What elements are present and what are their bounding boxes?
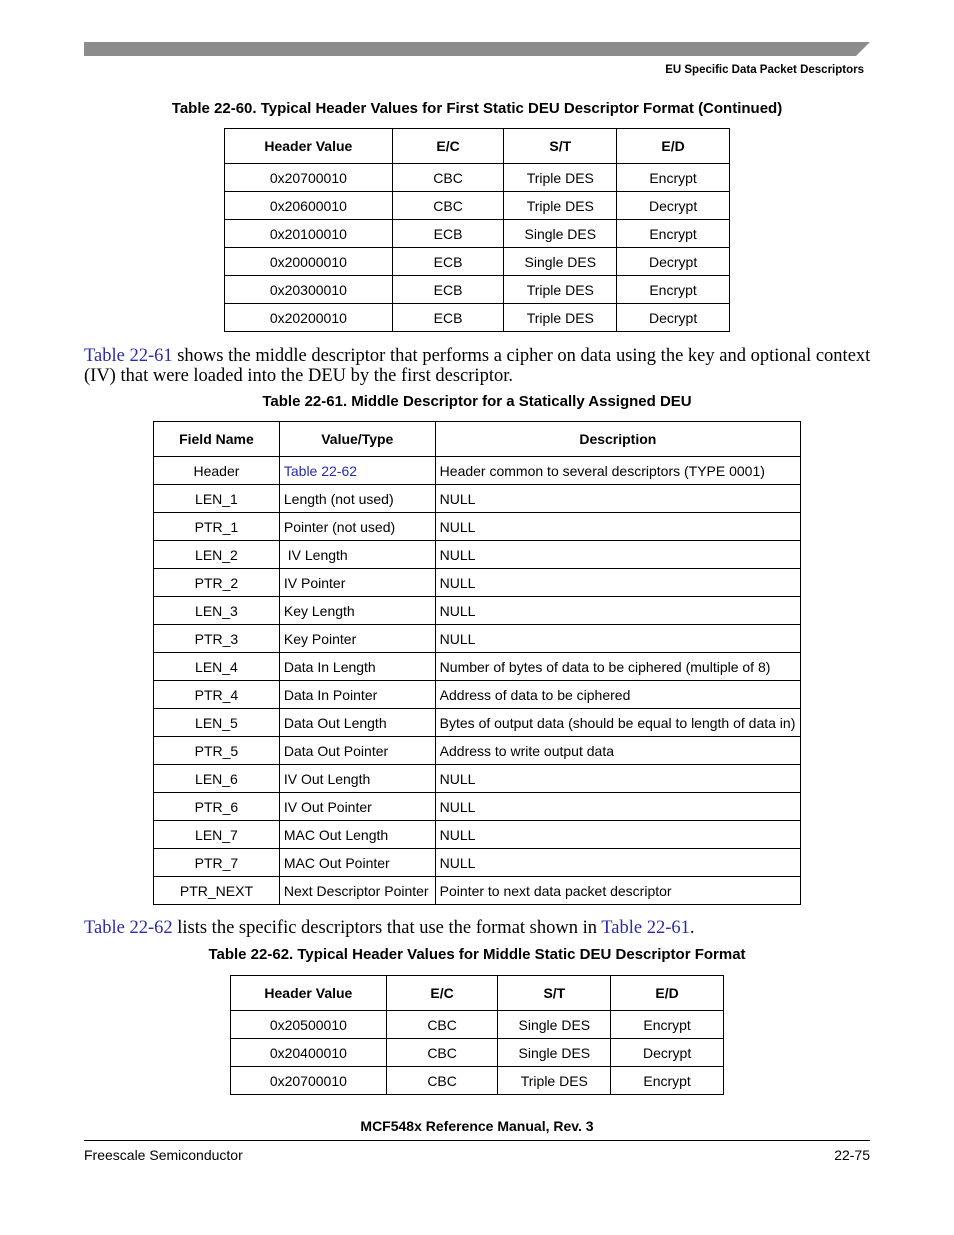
table62-header: Header Value: [231, 976, 387, 1011]
table-cell: 0x20100010: [225, 220, 393, 248]
description-cell: NULL: [435, 849, 800, 877]
description-cell: Bytes of output data (should be equal to length of data in): [435, 709, 800, 737]
table-row: [231, 1039, 724, 1067]
table-row: [225, 276, 730, 304]
table-row: [154, 765, 801, 793]
description-cell: NULL: [435, 597, 800, 625]
field-name-cell: PTR_2: [154, 569, 280, 597]
paragraph-1: [84, 346, 874, 386]
table-row: [154, 625, 801, 653]
table-cell: 0x20300010: [225, 276, 393, 304]
table-cell: 0x20700010: [225, 164, 393, 192]
table-row: [154, 569, 801, 597]
field-name-cell: LEN_3: [154, 597, 280, 625]
table60-caption: Table 22-60. Typical Header Values for First Static DEU Descriptor Format (Continued): [171, 100, 783, 117]
table-row: [225, 220, 730, 248]
page-number: 22-75: [834, 1147, 870, 1163]
table-row: [154, 485, 801, 513]
table-row: [231, 1067, 724, 1095]
table-cell: Encrypt: [617, 164, 730, 192]
field-name-cell: LEN_6: [154, 765, 280, 793]
description-cell: Address to write output data: [435, 737, 800, 765]
table-cell: Encrypt: [617, 220, 730, 248]
table61-header: Field Name: [154, 422, 280, 457]
description-cell: NULL: [435, 793, 800, 821]
table62-header: S/T: [498, 976, 611, 1011]
running-header: EU Specific Data Packet Descriptors: [665, 64, 864, 76]
field-name-cell: LEN_1: [154, 485, 280, 513]
value-type-cell: MAC Out Length: [279, 821, 435, 849]
table-cell: Decrypt: [617, 192, 730, 220]
table61-caption: Table 22-61. Middle Descriptor for a Statically Assigned DEU: [262, 393, 692, 410]
table62-header-row: [231, 976, 724, 1011]
description-cell: NULL: [435, 569, 800, 597]
table61-header: Value/Type: [279, 422, 435, 457]
value-type-cell: Key Length: [279, 597, 435, 625]
field-name-cell: PTR_7: [154, 849, 280, 877]
table62-header: E/D: [611, 976, 724, 1011]
description-cell: NULL: [435, 765, 800, 793]
table-cell: Triple DES: [504, 276, 617, 304]
value-type-cell: Data In Length: [279, 653, 435, 681]
paragraph-2: [84, 918, 874, 938]
value-type-cell: Key Pointer: [279, 625, 435, 653]
field-name-cell: LEN_5: [154, 709, 280, 737]
value-type-cell: IV Length: [279, 541, 435, 569]
field-name-cell: PTR_5: [154, 737, 280, 765]
table-cell: Decrypt: [611, 1039, 724, 1067]
value-type-cell: Data Out Pointer: [279, 737, 435, 765]
value-type-cell: Pointer (not used): [279, 513, 435, 541]
table-row: [225, 192, 730, 220]
field-name-cell: PTR_NEXT: [154, 877, 280, 905]
table-row: [154, 541, 801, 569]
value-type-cell: Data Out Length: [279, 709, 435, 737]
table60-header: S/T: [504, 129, 617, 164]
description-cell: NULL: [435, 485, 800, 513]
table-cell: Single DES: [498, 1011, 611, 1039]
description-cell: NULL: [435, 821, 800, 849]
table60-header: E/D: [617, 129, 730, 164]
table-cell: Triple DES: [504, 304, 617, 332]
header-decorative-bar: [84, 42, 870, 56]
field-name-cell: LEN_2: [154, 541, 280, 569]
table-22-62-link[interactable]: Table 22-62: [84, 918, 173, 938]
table-cell: ECB: [392, 276, 504, 304]
table-cell: 0x20600010: [225, 192, 393, 220]
field-name-cell: LEN_4: [154, 653, 280, 681]
description-cell: Address of data to be ciphered: [435, 681, 800, 709]
table62-header: E/C: [386, 976, 498, 1011]
table-22-61-link[interactable]: Table 22-61: [601, 918, 690, 938]
table-cell: Encrypt: [611, 1067, 724, 1095]
table-cell: Triple DES: [498, 1067, 611, 1095]
value-type-cell: Length (not used): [279, 485, 435, 513]
table-cell: 0x20200010: [225, 304, 393, 332]
field-name-cell: PTR_1: [154, 513, 280, 541]
table-row: [225, 304, 730, 332]
value-type-cell: IV Out Pointer: [279, 793, 435, 821]
paragraph-2-text: lists the specific descriptors that use the format shown in: [172, 918, 602, 938]
description-cell: Header common to several descriptors (TYPE 0001): [435, 457, 800, 485]
field-name-cell: PTR_4: [154, 681, 280, 709]
table62-caption: Table 22-62. Typical Header Values for Middle Static DEU Descriptor Format: [208, 946, 746, 963]
table60-header: E/C: [392, 129, 504, 164]
table61-header: Description: [435, 422, 800, 457]
table-row: [154, 513, 801, 541]
value-type-cell: MAC Out Pointer: [279, 849, 435, 877]
table-row: [154, 737, 801, 765]
field-name-cell: Header: [154, 457, 280, 485]
value-type-cell: Data In Pointer: [279, 681, 435, 709]
table-cell: 0x20000010: [225, 248, 393, 276]
table-cell: CBC: [386, 1067, 498, 1095]
table-cell: 0x20400010: [231, 1039, 387, 1067]
table-cell: Encrypt: [611, 1011, 724, 1039]
table-row: [154, 457, 801, 485]
table-cell: Single DES: [498, 1039, 611, 1067]
description-cell: NULL: [435, 625, 800, 653]
table60: [224, 128, 730, 332]
table-row: [154, 709, 801, 737]
table-cell: CBC: [386, 1011, 498, 1039]
paragraph-1-text: shows the middle descriptor that performs a cipher on data using the key and optional context (IV) that were loaded into the DEU by the first descriptor.: [84, 346, 871, 386]
table-cell: Single DES: [504, 220, 617, 248]
table61-header-row: [154, 422, 801, 457]
table62: [230, 975, 724, 1095]
table-row: [154, 821, 801, 849]
description-cell: Number of bytes of data to be ciphered (multiple of 8): [435, 653, 800, 681]
value-type-cell: IV Pointer: [279, 569, 435, 597]
value-type-cell: IV Out Length: [279, 765, 435, 793]
value-type-cell: Next Descriptor Pointer: [279, 877, 435, 905]
table60-header: Header Value: [225, 129, 393, 164]
table-cell: ECB: [392, 248, 504, 276]
table-22-62-link[interactable]: Table 22-62: [279, 457, 435, 485]
table-row: [225, 164, 730, 192]
paragraph-2-end: .: [689, 918, 695, 938]
table-row: [154, 849, 801, 877]
table-cell: CBC: [386, 1039, 498, 1067]
table-cell: Triple DES: [504, 192, 617, 220]
table-cell: 0x20500010: [231, 1011, 387, 1039]
table-22-61-link[interactable]: Table 22-61: [84, 346, 173, 366]
table-cell: CBC: [392, 192, 504, 220]
table-cell: Single DES: [504, 248, 617, 276]
table-row: [154, 877, 801, 905]
field-name-cell: PTR_3: [154, 625, 280, 653]
table-row: [225, 248, 730, 276]
footer-company: Freescale Semiconductor: [84, 1147, 243, 1163]
field-name-cell: PTR_6: [154, 793, 280, 821]
table-cell: Decrypt: [617, 248, 730, 276]
footer-title: MCF548x Reference Manual, Rev. 3: [360, 1118, 594, 1134]
table-row: [154, 793, 801, 821]
table-cell: CBC: [392, 164, 504, 192]
description-cell: NULL: [435, 541, 800, 569]
table-cell: Encrypt: [617, 276, 730, 304]
table-row: [231, 1011, 724, 1039]
table-cell: Triple DES: [504, 164, 617, 192]
table-row: [154, 681, 801, 709]
table-cell: ECB: [392, 220, 504, 248]
description-cell: Pointer to next data packet descriptor: [435, 877, 800, 905]
description-cell: NULL: [435, 513, 800, 541]
table-cell: 0x20700010: [231, 1067, 387, 1095]
table-row: [154, 653, 801, 681]
table60-header-row: [225, 129, 730, 164]
table61: [153, 421, 801, 905]
table-row: [154, 597, 801, 625]
table-cell: ECB: [392, 304, 504, 332]
footer-divider: [84, 1140, 870, 1141]
field-name-cell: LEN_7: [154, 821, 280, 849]
table-cell: Decrypt: [617, 304, 730, 332]
